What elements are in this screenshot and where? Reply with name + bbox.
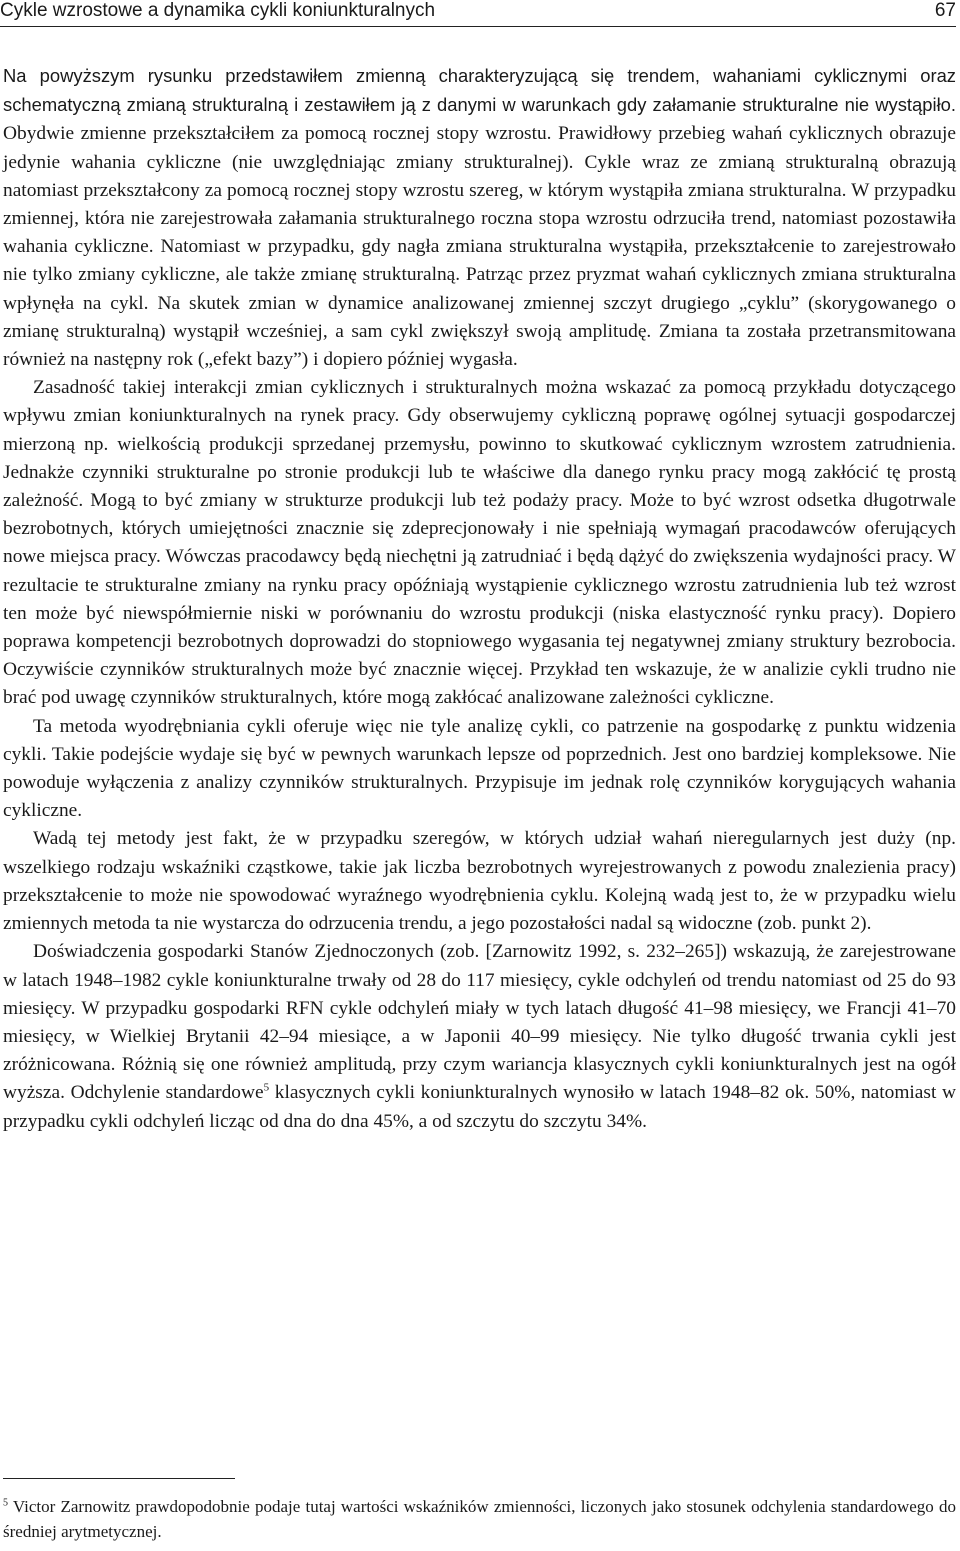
footnote-text: Victor Zarnowitz prawdopodobnie podaje tutaj wartości wskaźników zmienności, liczonych jako stosunek odchylenia standardowego do średniej arytmetycznej. (3, 1497, 956, 1541)
paragraph-4: Wadą tej metody jest fakt, że w przypadku szeregów, w których udział wahań nieregularnych jest duży (np. wszelkiego rodzaju wskaźniki cząstkowe, takie jak liczba bezrobotnych wyrejestrowanych z powodu znalezienia pracy) przekształcenie to może nie spowodować wyraźnego wyodrębnienia cyklu. Kolejną wadą jest to, że w przypadku wielu zmiennych metoda ta nie wystarcza do odrzucenia trendu, a jego pozostałości nadal są widoczne (zob. punkt 2). (3, 828, 956, 935)
body-text (3, 62, 956, 1136)
footnote-divider (3, 1478, 235, 1479)
paragraph-5-text-a: Doświadczenia gospodarki Stanów Zjednoczonych (zob. [Zarnowitz 1992, s. 232–265]) wskazują, że zarejestrowane w latach 1948–1982 cykle koniunkturalne trwały od 28 do 117 miesięcy, cykle odchyleń od trendu natomiast od 25 do 93 miesięcy. W przypadku gospodarki RFN cykle odchyleń miały w tych latach długość 41–98 miesięcy, we Francji 41–70 miesięcy, w Wielkiej Brytanii 42–94 miesiące, a w Japonii 40–99 miesięcy. Nie tylko długość trwania cykli jest zróżnicowana. Różnią się one również amplitudą, przy czym wariancja klasycznych cykli koniunkturalnych jest na ogół wyższa. Odchylenie standardowe (3, 941, 956, 1104)
footnote-marker: 5 (3, 1497, 8, 1509)
footnote (3, 1494, 956, 1544)
paragraph-1-text: Obydwie zmienne przekształciłem za pomocą rocznej stopy wzrostu. Prawidłowy przebieg wahań cyklicznych obrazuje jedynie wahania cykliczne (nie uwzględniając zmiany strukturalnej). Cykle wraz ze zmianą strukturalną obrazują natomiast przekształcony za pomocą rocznej stopy wzrostu szereg, w którym wystąpiła zmiana strukturalna. W przypadku zmiennej, która nie zarejestrowała załamania strukturalnego roczna stopa wzrostu odrzuciła trend, natomiast pozostawiła wahania cykliczne. Natomiast w przypadku, gdy nagła zmiana strukturalna wystąpiła, przekształcenie to zarejestrowało nie tylko zmiany cykliczne, ale także zmianę strukturalną. Patrząc przez pryzmat wahań cyklicznych zmiana strukturalna wpłynęła na cykl. Na skutek zmian w dynamice analizowanej zmiennej szczyt drugiego „cyklu” (skorygowanego o zmianę strukturalną) wystąpił wcześniej, a sam cykl zwiększył swoją amplitudę. Zmiana ta została przetransmitowana również na następny rok („efekt bazy”) i dopiero później wygasła. (3, 123, 956, 371)
running-header (0, 0, 956, 27)
footnote-reference: 5 (263, 1081, 270, 1094)
paragraph-1-sans-part: Na powyższym rysunku przedstawiłem zmienną charakteryzującą się trendem, wahaniami cyklicznymi oraz schematyczną zmianą strukturalną i zestawiłem ją z danymi w warunkach gdy załamanie strukturalne nie wystąpiło. (3, 65, 956, 116)
page-number: 67 (934, 0, 956, 21)
paragraph-3: Ta metoda wyodrębniania cykli oferuje więc nie tyle analizę cykli, co patrzenie na gospodarkę z punktu widzenia cykli. Takie podejście wydaje się być w pewnych warunkach lepsze od poprzednich. Jest ono bardziej kompleksowe. Nie powoduje wyłączenia z analizy czynników strukturalnych. Przypisuje im jednak rolę czynników korygujących wahania cykliczne. (3, 715, 956, 822)
chapter-title: Cykle wzrostowe a dynamika cykli koniunkturalnych (0, 0, 436, 21)
paragraph-5-text-b: klasycznych cykli koniunkturalnych wynosiło w latach 1948–82 ok. 50%, natomiast w przypadku cykli odchyleń licząc od dna do dna 45%, a od szczytu do szczytu 34%. (3, 1082, 957, 1132)
paragraph-2: Zasadność takiej interakcji zmian cyklicznych i strukturalnych można wskazać za pomocą przykładu dotyczącego wpływu zmian koniunkturalnych na rynek pracy. Gdy obserwujemy cykliczną poprawę ogólnej sytuacji gospodarczej mierzoną np. wielkością produkcji sprzedanej przemysłu, powinno to skutkować cyklicznym wzrostem zatrudnienia. Jednakże czynniki strukturalne po stronie produkcji lub te właściwe dla danego rynku pracy mogą zakłócić tę prostą zależność. Mogą to być zmiany w strukturze produkcji lub też podaży pracy. Może to być wzrost odsetka długotrwale bezrobotnych, których umiejętności znacznie się zdeprecjonowały i nie spełniają wymagań pracodawców oferujących nowe miejsca pracy. Wówczas pracodawcy będą niechętni ją zatrudniać i będą dążyć do zwiększenia wydajności pracy. W rezultacie te strukturalne zmiany na rynku pracy opóźniają wystąpienie cyklicznego wzrostu zatrudnienia lub też wzrost ten może być niewspółmiernie niski w porównaniu do wzrostu produkcji (niska elastyczność rynku pracy). Dopiero poprawa kompetencji bezrobotnych doprowadzi do stopniowego wygasania tej negatywnej zmiany struktury bezrobocia. Oczywiście czynników strukturalnych może być znacznie więcej. Przykład ten wskazuje, że w analizie cykli trudno nie brać pod uwagę czynników strukturalnych, które mogą zakłócać analizowane zależności cykliczne. (3, 377, 956, 709)
paragraph-5 (3, 938, 956, 1135)
paragraph-1 (3, 62, 956, 374)
